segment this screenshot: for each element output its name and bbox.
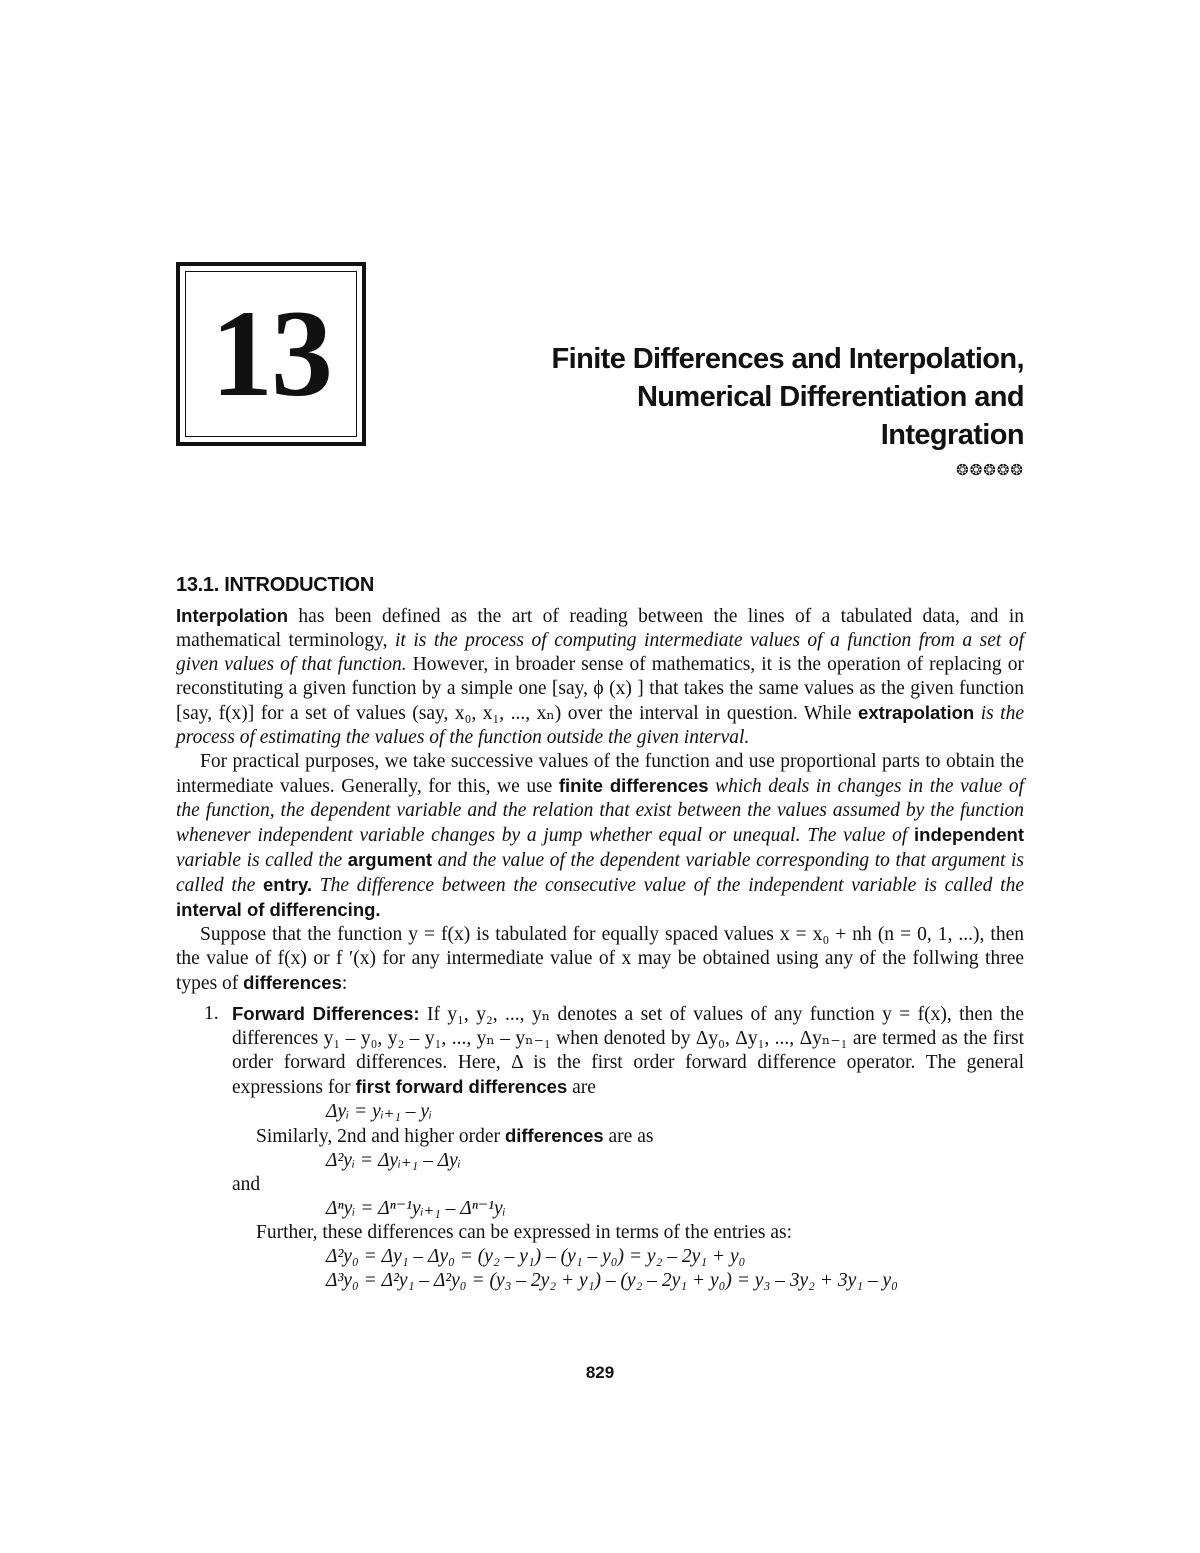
term-first-forward-differences: first forward differences xyxy=(355,1076,568,1097)
section-heading: 13.1. INTRODUCTION xyxy=(176,574,374,596)
equation-second-difference: Δ²yᵢ = Δyᵢ₊₁ – Δyᵢ xyxy=(326,1150,461,1171)
text-span: If y₁, y₂, ..., yₙ denotes a set of values of any function y = f(x), then the differences y₁ – y₀, y₂ – y₁, ..., yₙ – yₙ₋₁ when denoted by Δy₀, Δy₁, ..., Δyₙ₋₁ are termed as the first order forward differences. Here, Δ is the first order forward difference operator. The general expressions for xyxy=(232,1004,1024,1098)
chapter-number-box xyxy=(176,262,366,446)
term-interpolation: Interpolation xyxy=(176,605,289,626)
term-differences: differences xyxy=(504,1125,604,1146)
definition-interpolation: it is the process of computing intermediate values of a function from a set of given values of that function. xyxy=(176,630,1024,675)
chapter-title-line-2: Numerical Differentiation and xyxy=(636,381,1024,413)
text-span: are xyxy=(567,1077,596,1098)
equation-second-difference-entries: Δ²y₀ = Δy₁ – Δy₀ = (y₂ – y₁) – (y₁ – y₀) = y₂ – 2y₁ + y₀ xyxy=(326,1246,746,1267)
term-entry: entry. xyxy=(263,874,313,895)
list-item-number: 1. xyxy=(204,1003,219,1024)
chapter-number-box-inner xyxy=(185,271,357,437)
equation-first-difference: Δyᵢ = yᵢ₊₁ – yᵢ xyxy=(326,1101,433,1122)
chapter-title xyxy=(424,340,1024,454)
chapter-number: 13 xyxy=(211,285,331,422)
paragraph-suppose xyxy=(176,923,1024,996)
paragraph-intro xyxy=(176,604,1024,750)
term-differences: differences xyxy=(243,972,342,993)
term-argument: argument xyxy=(347,849,433,870)
paragraph-practical xyxy=(176,750,1024,923)
text-span: variable is called the xyxy=(176,850,348,871)
further-line: Further, these differences can be expressed in terms of the entries as: xyxy=(256,1222,792,1243)
page-number: 829 xyxy=(585,1363,615,1382)
chapter-title-line-1: Finite Differences and Interpolation, xyxy=(551,343,1024,375)
equation-third-difference-entries: Δ³y₀ = Δ²y₁ – Δ²y₀ = (y₃ – 2y₂ + y₁) – (y₂ – 2y₁ + y₀) = y₃ – 3y₂ + 3y₁ – y₀ xyxy=(326,1270,898,1291)
term-forward-differences: Forward Differences: xyxy=(232,1003,420,1024)
text-span: Suppose that the function y = f(x) is tabulated for equally spaced values x = x₀ + nh (n = 0, 1, ...), then the value of f(x) or f ′(x) for any intermediate value of x may be obtained using any of the follwing three types of xyxy=(176,924,1024,994)
text-span: The difference between the consecutive value of the independent variable is called the xyxy=(312,875,1025,896)
term-finite-differences: finite differences xyxy=(558,775,709,796)
text-span: : xyxy=(341,973,348,994)
term-independent: independent xyxy=(914,824,1024,845)
text-span: has been defined as the art of reading between the lines of a tabulated data, and in mathematical terminology, xyxy=(176,606,1024,651)
text-span: For practical purposes, we take successive values of the function and use proportional parts to obtain the intermediate values. Generally, for this, we use xyxy=(176,751,1024,797)
text-span: Similarly, 2nd and higher order xyxy=(256,1126,505,1147)
title-ornament: ❂❂❂❂❂ xyxy=(956,461,1024,479)
and-line: and xyxy=(232,1174,261,1195)
chapter-title-line-3: Integration xyxy=(880,419,1024,451)
similarly-line xyxy=(176,1124,1024,1149)
text-span: However, in broader sense of mathematics, it is the operation of replacing or reconstituting a given function by a simple one [say, ϕ (x) ] that takes the same values as the given function [say, f(x)] for a set of values (say, x₀, x₁, ..., xₙ) over the interval in question. While xyxy=(176,654,1024,724)
term-extrapolation: extrapolation xyxy=(858,702,975,723)
text-span: and the value of the dependent variable corresponding to that argument is called the xyxy=(176,850,1024,896)
body-text xyxy=(176,604,1024,1293)
list-item-forward-differences xyxy=(176,1002,1024,1100)
definition-extrapolation: is the process of estimating the values of the function outside the given interval. xyxy=(176,703,1024,748)
text-span: which deals in changes in the value of the function, the dependent variable and the relation that exist between the values assumed by the function whenever independent variable changes by a jump whether equal or unequal. The value of xyxy=(176,776,1024,846)
term-interval-of-differencing: interval of differencing. xyxy=(176,899,381,920)
text-span: are as xyxy=(603,1126,654,1147)
equation-nth-difference: Δⁿyᵢ = Δⁿ⁻¹yᵢ₊₁ – Δⁿ⁻¹yᵢ xyxy=(326,1198,506,1219)
